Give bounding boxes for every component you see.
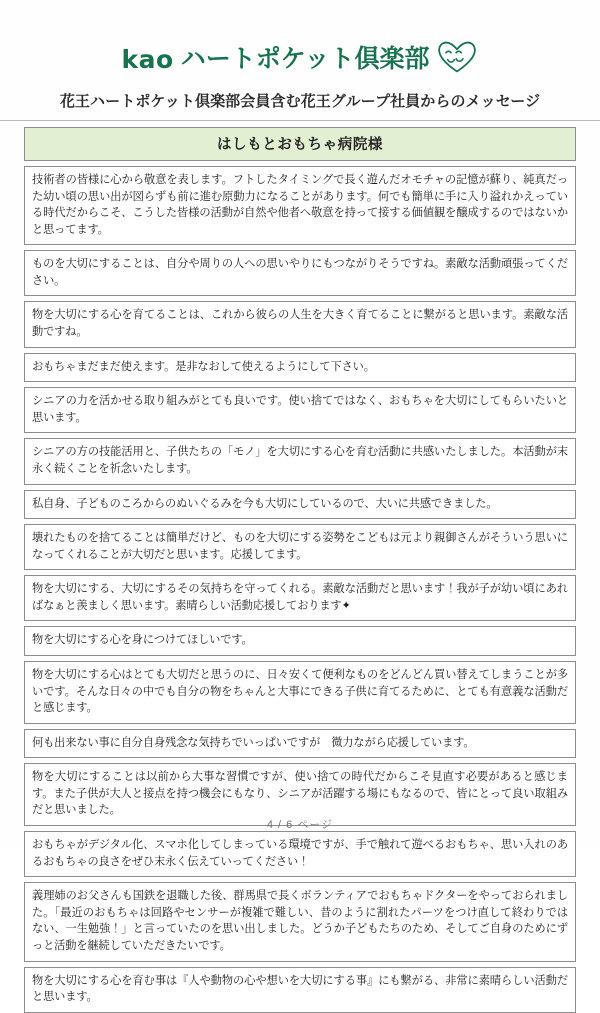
table-title-row	[25, 128, 576, 161]
message-text: シニアの方の技能活用と、子供たちの「モノ」を大切にする心を育む活動に共感いたしました。本活動が末永く続くことを祈念いたします。	[25, 439, 576, 484]
header-divider	[0, 120, 600, 121]
table-row	[25, 729, 576, 758]
message-text: 物を大切にする心はとても大切だと思うのに、日々安くて便利なものをどんどん買い替えてしまうことが多いです。そんな日々の中でも自分の物をちゃんと大事にできる子供に育てるために、とても有意義な活動だと感じます。	[25, 661, 576, 723]
table-row	[25, 490, 576, 519]
table-row	[25, 251, 576, 296]
message-text: おもちゃがデジタル化、スマホ化してしまっている環境ですが、手で触れて遊べるおもちゃ、思い入れのあるおもちゃの良さをぜひ末永く伝えていってください！	[25, 832, 576, 877]
message-text: ものを大切にすることは、自分や周りの人への思いやりにもつながりそうですね。素敵な活動頑張ってください。	[25, 251, 576, 296]
brand-name: ハートポケット倶楽部	[180, 44, 430, 73]
table-row	[25, 302, 576, 347]
recipient-title: はしもとおもちゃ病院様	[25, 128, 576, 161]
brand-logo	[0, 0, 600, 78]
message-text: 物を大切にすることは以前から大事な習慣ですが、使い捨ての時代だからこそ見直す必要があると感じます。また子供が大人と接点を持つ機会にもなり、シニアが活躍する場にもなるので、皆にとって良い取組みだと思いました。	[25, 764, 576, 826]
message-text: おもちゃまだまだ使えます。是非なおして使えるようにして下さい。	[25, 353, 576, 382]
table-row	[25, 353, 576, 382]
table-row	[25, 525, 576, 570]
page-number: 4 / 6 ページ	[266, 819, 334, 831]
message-text: 私自身、子どものころからのぬいぐるみを今も大切にしているので、大いに共感できました。	[25, 490, 576, 519]
messages-table	[24, 127, 576, 1013]
table-row	[25, 832, 576, 877]
table-row	[25, 388, 576, 433]
kao-wordmark: kao	[121, 44, 174, 74]
heart-face-icon	[436, 40, 478, 74]
message-text: 物を大切にする心を育む事は『人や動物の心や想いを大切にする事』にも繋がる、非常に素晴らしい活動だと思います。	[25, 967, 576, 1012]
message-text: 物を大切にする、大切にするその気持ちを守ってくれる。素敵な活動だと思います！我が子が幼い頃にあればなぁと羨ましく思います。素晴らしい活動応援しております✦	[25, 576, 576, 621]
table-row	[25, 627, 576, 656]
table-row	[25, 967, 576, 1012]
message-text: 物を大切にする心を育てることは、これから彼らの人生を大きく育てることに繋がると思います。素敵な活動ですね。	[25, 302, 576, 347]
table-row	[25, 883, 576, 961]
table-row	[25, 576, 576, 621]
message-text: 物を大切にする心を身につけてほしいです。	[25, 627, 576, 656]
message-text: 何も出来ない事に自分自身残念な気持ちでいっぱいですが 微力ながら応援しています。	[25, 729, 576, 758]
table-row	[25, 661, 576, 723]
message-text: 技術者の皆様に心から敬意を表します。フトしたタイミングで長く遊んだオモチャの記憶が蘇り、純真だった幼い頃の思い出が図らずも前に進む原動力になることがあります。何でも簡単に手に入り溢れかえっている時代だからこそ、こうした皆様の活動が自然や他者へ敬意を持って接する価値観を醸成するのではないかと思ってます。	[25, 167, 576, 245]
table-row	[25, 167, 576, 245]
message-text: 義理姉のお父さんも国鉄を退職した後、群馬県で長くボランティアでおもちゃドクターをやっておられました。「最近のおもちゃは回路やセンサーが複雑で難しい、昔のように割れたパーツをつけ直して終わりではない、一生勉強！」と言っていたのを思い出しました。どうか子どもたちのため、そしてご自身のためにずっと活動を継続していただきたいです。	[25, 883, 576, 961]
messages-table-body	[25, 128, 576, 1013]
page-subtitle: 花王ハートポケット倶楽部会員含む花王グループ社員からのメッセージ	[59, 93, 541, 110]
message-text: シニアの力を活かせる取り組みがとても良いです。使い捨てではなく、おもちゃを大切にしてもらいたいと思います。	[25, 388, 576, 433]
message-text: 壊れたものを捨てることは簡単だけど、ものを大切にする姿勢をこどもは元より親御さんがそういう思いになってくれることが大切だと思います。応援してます。	[25, 525, 576, 570]
table-row	[25, 439, 576, 484]
